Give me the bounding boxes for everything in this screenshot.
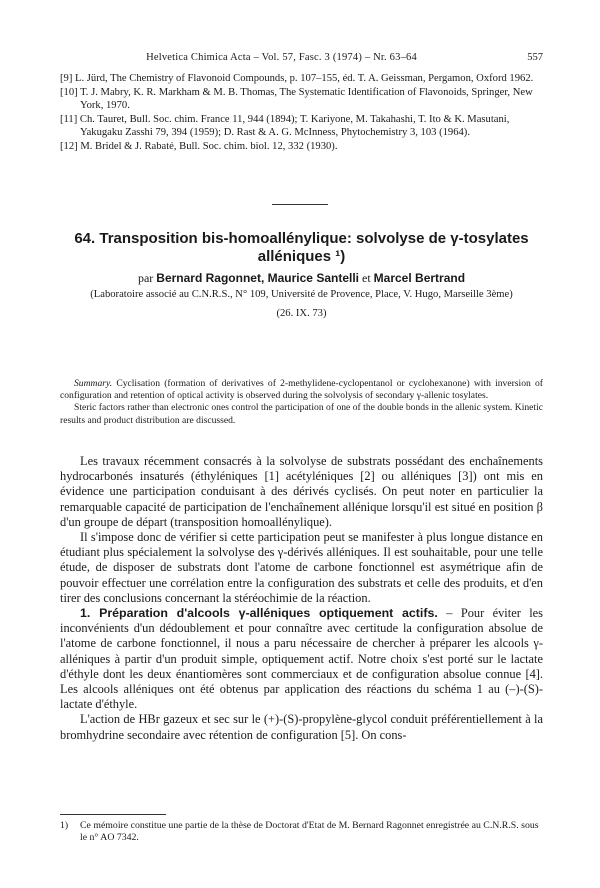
author-names: Bernard Ragonnet, Maurice Santelli — [156, 271, 359, 285]
abstract — [60, 378, 543, 427]
received-date: (26. IX. 73) — [276, 308, 327, 319]
reference-list — [60, 72, 543, 153]
reference-text: T. J. Mabry, K. R. Markham & M. B. Thomas, The Systematic Identification of Flavonoids, Springer, New York, 1970. — [80, 86, 533, 111]
section-heading: 1. Préparation d'alcools γ-alléniques optiquement actifs. — [80, 606, 438, 621]
footnote-rule — [60, 814, 166, 815]
article-separator-rule — [272, 204, 328, 205]
reference-text: M. Bridel & J. Rabaté, Bull. Soc. chim. biol. 12, 332 (1930). — [80, 140, 338, 152]
section-text: – Pour éviter les inconvénients d'un dédoublement et pour connaître avec certitude la configuration absolue de l'atome de carbone fonctionnel, il nous a paru nécessaire de chercher à préparer les alcools γ-alléniques à partir d'un produit simple, optiquement actif. Notre choix s'est porté sur le lactate d'éthyle dont les deux énantiomères sont commerciaux et de configuration absolue connue [4]. Les alcools alléniques ont été obtenus par application des réactions du schéma 1 au (–)-(S)-lactate d'éthyle. — [60, 606, 543, 712]
reference-text: Ch. Tauret, Bull. Soc. chim. France 11, 944 (1894); T. Kariyone, M. Takahashi, T. Ito & K. Masutani, Yakugaku Zasshi 79, 394 (1959); D. Rast & A. G. McInness, Phytochemistry 3, 103 (1964). — [79, 113, 510, 138]
abstract-text-1: Cyclisation (formation of derivatives of 2-methylidene-cyclopentanol or cyclohexanone) with inversion of configuration and retention of optical activity is observed during the solvolysis of secondary γ-allenic tosylates. — [60, 378, 543, 402]
body-paragraph: Les travaux récemment consacrés à la solvolyse de substrats possédant des enchaînements hydrocarbonés insaturés (éthyléniques [1] acétyléniques [2] ou alléniques [3]) ont mis en évidence une participation conduisant à des dérivés cyclisés. On peut noter en particulier la remarquable capacité de participation de l'enchaînement allénique lorsqu'il est situé en position β d'un groupe de départ (transposition homoallénylique). — [60, 454, 543, 529]
reference-item — [60, 86, 543, 113]
author-line — [60, 271, 543, 286]
footnote — [60, 820, 543, 844]
reference-item — [60, 72, 543, 86]
abstract-paragraph — [60, 378, 543, 402]
abstract-text-2: Steric factors rather than electronic ones control the participation of one of the double bonds in the allenic system. Kinetic results and product distribution are discussed. — [60, 402, 543, 426]
page-number: 557 — [527, 52, 543, 63]
abstract-paragraph — [60, 402, 543, 426]
reference-number: [10] — [60, 86, 78, 98]
reference-item — [60, 140, 543, 154]
body-paragraph — [60, 606, 543, 712]
affiliation: (Laboratoire associé au C.N.R.S., N° 109, Université de Provence, Place, V. Hugo, Marseille 3ème) — [90, 289, 513, 300]
body-paragraph: Il s'impose donc de vérifier si cette participation peut se manifester à plus longue distance en étudiant plus spécialement la solvolyse des γ-dérivés alléniques. Il est souhaitable, pour une telle étude, de disposer de substrats dont l'atome de carbone fonctionnel est asymétrique afin de pouvoir effectuer une corrélation entre la configuration des substrats et celle des produits, et d'en tirer des conclusions concernant la stéréochimie de la réaction. — [60, 530, 543, 605]
author-prefix: par — [137, 271, 154, 285]
reference-number: [9] — [60, 73, 73, 84]
author-last: Marcel Bertrand — [373, 271, 466, 285]
footnote-mark: 1) — [60, 820, 69, 831]
article-header — [60, 230, 543, 319]
body-text — [60, 454, 543, 743]
reference-number: [11] — [60, 113, 78, 125]
abstract-label: Summary. — [74, 378, 113, 389]
running-head — [60, 52, 543, 66]
body-paragraph: L'action de HBr gazeux et sec sur le (+)-(S)-propylène-glycol conduit préférentiellement à la bromhydrine secondaire avec rétention de configuration [5]. On cons- — [60, 712, 543, 742]
article-title: 64. Transposition bis-homoallénylique: solvolyse de γ-tosylates alléniques ¹) — [74, 230, 529, 265]
reference-item — [60, 113, 543, 140]
footnote-text: Ce mémoire constitue une partie de la thèse de Doctorat d'Etat de M. Bernard Ragonnet enregistrée au C.N.R.S. sous le n° AO 7342. — [80, 820, 539, 843]
reference-text: L. Jürd, The Chemistry of Flavonoid Compounds, p. 107–155, éd. T. A. Geissman, Pergamon, Oxford 1962. — [75, 73, 534, 84]
running-head-title: Helvetica Chimica Acta – Vol. 57, Fasc. 3 (1974) – Nr. 63–64 — [146, 52, 417, 63]
author-conjunction: et — [362, 271, 371, 285]
reference-number: [12] — [60, 140, 78, 152]
